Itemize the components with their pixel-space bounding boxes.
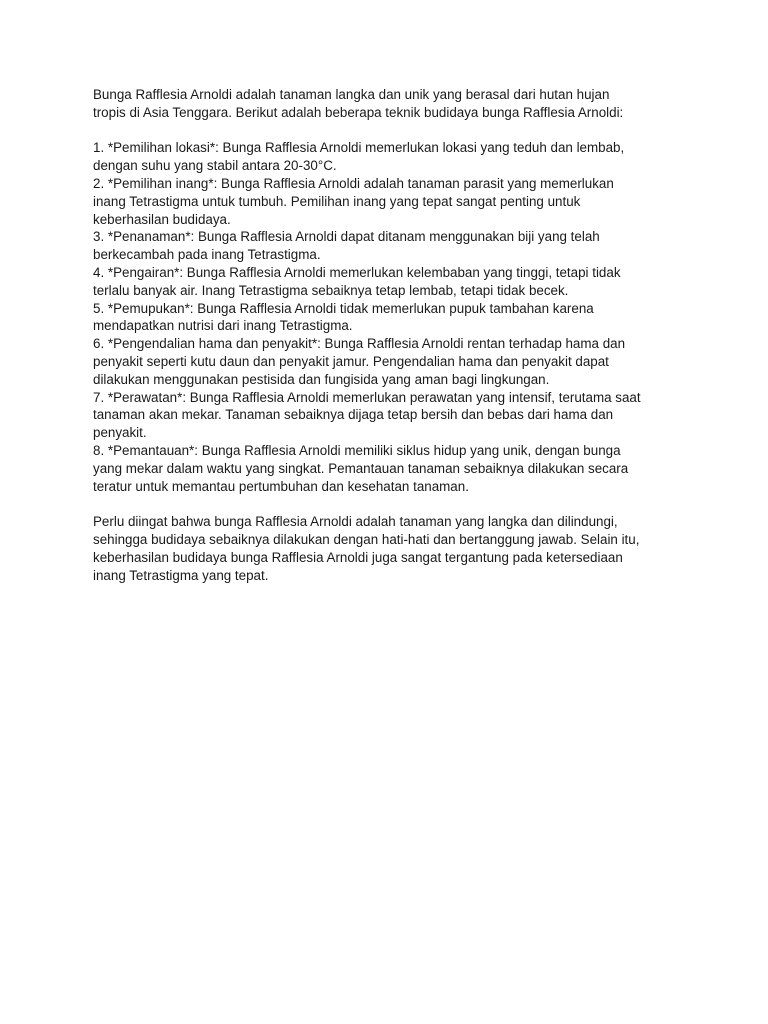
text-line: 8. *Pemantauan*: Bunga Rafflesia Arnoldi memiliki siklus hidup yang unik, dengan bunga xyxy=(93,442,621,458)
text-line: 4. *Pengairan*: Bunga Rafflesia Arnoldi memerlukan kelembaban yang tinggi, tetapi tidak xyxy=(93,264,621,280)
text-line: 6. *Pengendalian hama dan penyakit*: Bunga Rafflesia Arnoldi rentan terhadap hama dan xyxy=(93,336,626,352)
list-item xyxy=(93,389,693,442)
paragraph-gap xyxy=(93,495,693,513)
paragraph-gap xyxy=(93,122,693,140)
text-line: keberhasilan budidaya bunga Rafflesia Arnoldi juga sangat tergantung pada ketersediaan xyxy=(93,549,623,565)
list-item xyxy=(93,175,693,228)
text-line: tropis di Asia Tenggara. Berikut adalah beberapa teknik budidaya bunga Rafflesia Arnoldi: xyxy=(93,104,624,120)
document-page xyxy=(93,86,693,584)
text-line: dilakukan menggunakan pestisida dan fungisida yang aman bagi lingkungan. xyxy=(93,371,550,387)
text-line: inang Tetrastigma untuk tumbuh. Pemilihan inang yang tepat sangat penting untuk xyxy=(93,193,581,209)
technique-list xyxy=(93,139,693,495)
closing-paragraph xyxy=(93,513,693,584)
text-line: tanaman akan mekar. Tanaman sebaiknya dijaga tetap bersih dan bebas dari hama dan xyxy=(93,407,614,423)
list-item xyxy=(93,300,693,336)
intro-paragraph xyxy=(93,86,693,122)
list-item xyxy=(93,139,693,175)
text-line: keberhasilan budidaya. xyxy=(93,211,231,227)
text-line: penyakit seperti kutu daun dan penyakit jamur. Pengendalian hama dan penyakit dapat xyxy=(93,353,609,369)
text-line: penyakit. xyxy=(93,425,147,441)
text-line: 7. *Perawatan*: Bunga Rafflesia Arnoldi memerlukan perawatan yang intensif, terutama saat xyxy=(93,389,641,405)
text-line: Perlu diingat bahwa bunga Rafflesia Arnoldi adalah tanaman yang langka dan dilindungi, xyxy=(93,514,618,530)
list-item xyxy=(93,228,693,264)
text-line: 3. *Penanaman*: Bunga Rafflesia Arnoldi dapat ditanam menggunakan biji yang telah xyxy=(93,229,600,245)
text-line: 5. *Pemupukan*: Bunga Rafflesia Arnoldi tidak memerlukan pupuk tambahan karena xyxy=(93,300,594,316)
text-line: inang Tetrastigma yang tepat. xyxy=(93,567,269,583)
text-line: terlalu banyak air. Inang Tetrastigma sebaiknya tetap lembab, tetapi tidak becek. xyxy=(93,282,569,298)
list-item xyxy=(93,442,693,495)
text-line: berkecambah pada inang Tetrastigma. xyxy=(93,247,321,263)
text-line: 1. *Pemilihan lokasi*: Bunga Rafflesia Arnoldi memerlukan lokasi yang teduh dan lembab, xyxy=(93,140,625,156)
list-item xyxy=(93,335,693,388)
text-line: yang mekar dalam waktu yang singkat. Pemantauan tanaman sebaiknya dilakukan secara xyxy=(93,460,629,476)
text-line: sehingga budidaya sebaiknya dilakukan dengan hati-hati dan bertanggung jawab. Selain itu, xyxy=(93,531,640,547)
text-line: 2. *Pemilihan inang*: Bunga Rafflesia Arnoldi adalah tanaman parasit yang memerlukan xyxy=(93,175,614,191)
text-line: dengan suhu yang stabil antara 20-30°C. xyxy=(93,158,337,174)
text-line: Bunga Rafflesia Arnoldi adalah tanaman langka dan unik yang berasal dari hutan hujan xyxy=(93,87,610,102)
list-item xyxy=(93,264,693,300)
text-line: teratur untuk memantau pertumbuhan dan kesehatan tanaman. xyxy=(93,478,469,494)
text-line: mendapatkan nutrisi dari inang Tetrastigma. xyxy=(93,318,353,334)
